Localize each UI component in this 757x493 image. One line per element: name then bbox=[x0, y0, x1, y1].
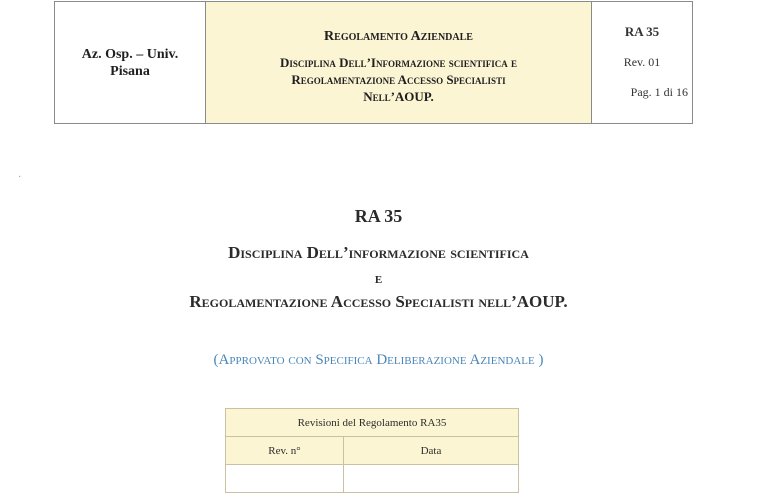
table-row bbox=[226, 465, 519, 493]
organization-line-1: Az. Osp. – Univ. bbox=[81, 46, 179, 62]
revisions-table bbox=[225, 408, 519, 493]
main-title-line-1: Disciplina Dell’informazione scientifica bbox=[228, 243, 529, 262]
document-header-title bbox=[216, 54, 581, 105]
header-title-line-1: Disciplina Dell’Informazione scientifica e bbox=[280, 55, 517, 70]
document-code: RA 35 bbox=[624, 24, 660, 39]
header-title-line-3: Nell’AOUP. bbox=[363, 89, 434, 104]
revisions-table-title: Revisioni del Regolamento RA35 bbox=[226, 409, 519, 437]
document-title-cell bbox=[206, 2, 592, 123]
scan-mark: · bbox=[18, 172, 22, 183]
table-cell bbox=[344, 465, 519, 493]
organization-cell bbox=[55, 2, 206, 123]
main-title-line-2: e bbox=[374, 270, 383, 287]
revisions-table-title-row bbox=[226, 409, 519, 437]
document-type: Regolamento Aziendale bbox=[324, 29, 473, 44]
main-title-line-3: Regolamentazione Accesso Specialisti nell’AOUP. bbox=[189, 292, 568, 311]
column-header-date: Data bbox=[344, 437, 519, 465]
main-title-code: RA 35 bbox=[354, 206, 403, 226]
table-cell bbox=[226, 465, 344, 493]
header-title-line-2: Regolamentazione Accesso Specialisti bbox=[291, 72, 506, 87]
revision-number: Rev. 01 bbox=[623, 55, 661, 69]
organization-line-2: Pisana bbox=[110, 63, 150, 79]
column-header-rev: Rev. n° bbox=[226, 437, 344, 465]
document-header bbox=[54, 1, 693, 124]
approval-note: (Approvato con Specifica Deliberazione Aziendale ) bbox=[213, 352, 544, 368]
page-number: Pag. 1 di 16 bbox=[630, 85, 688, 99]
document-meta-cell bbox=[592, 2, 692, 123]
revisions-table-header-row bbox=[226, 437, 519, 465]
